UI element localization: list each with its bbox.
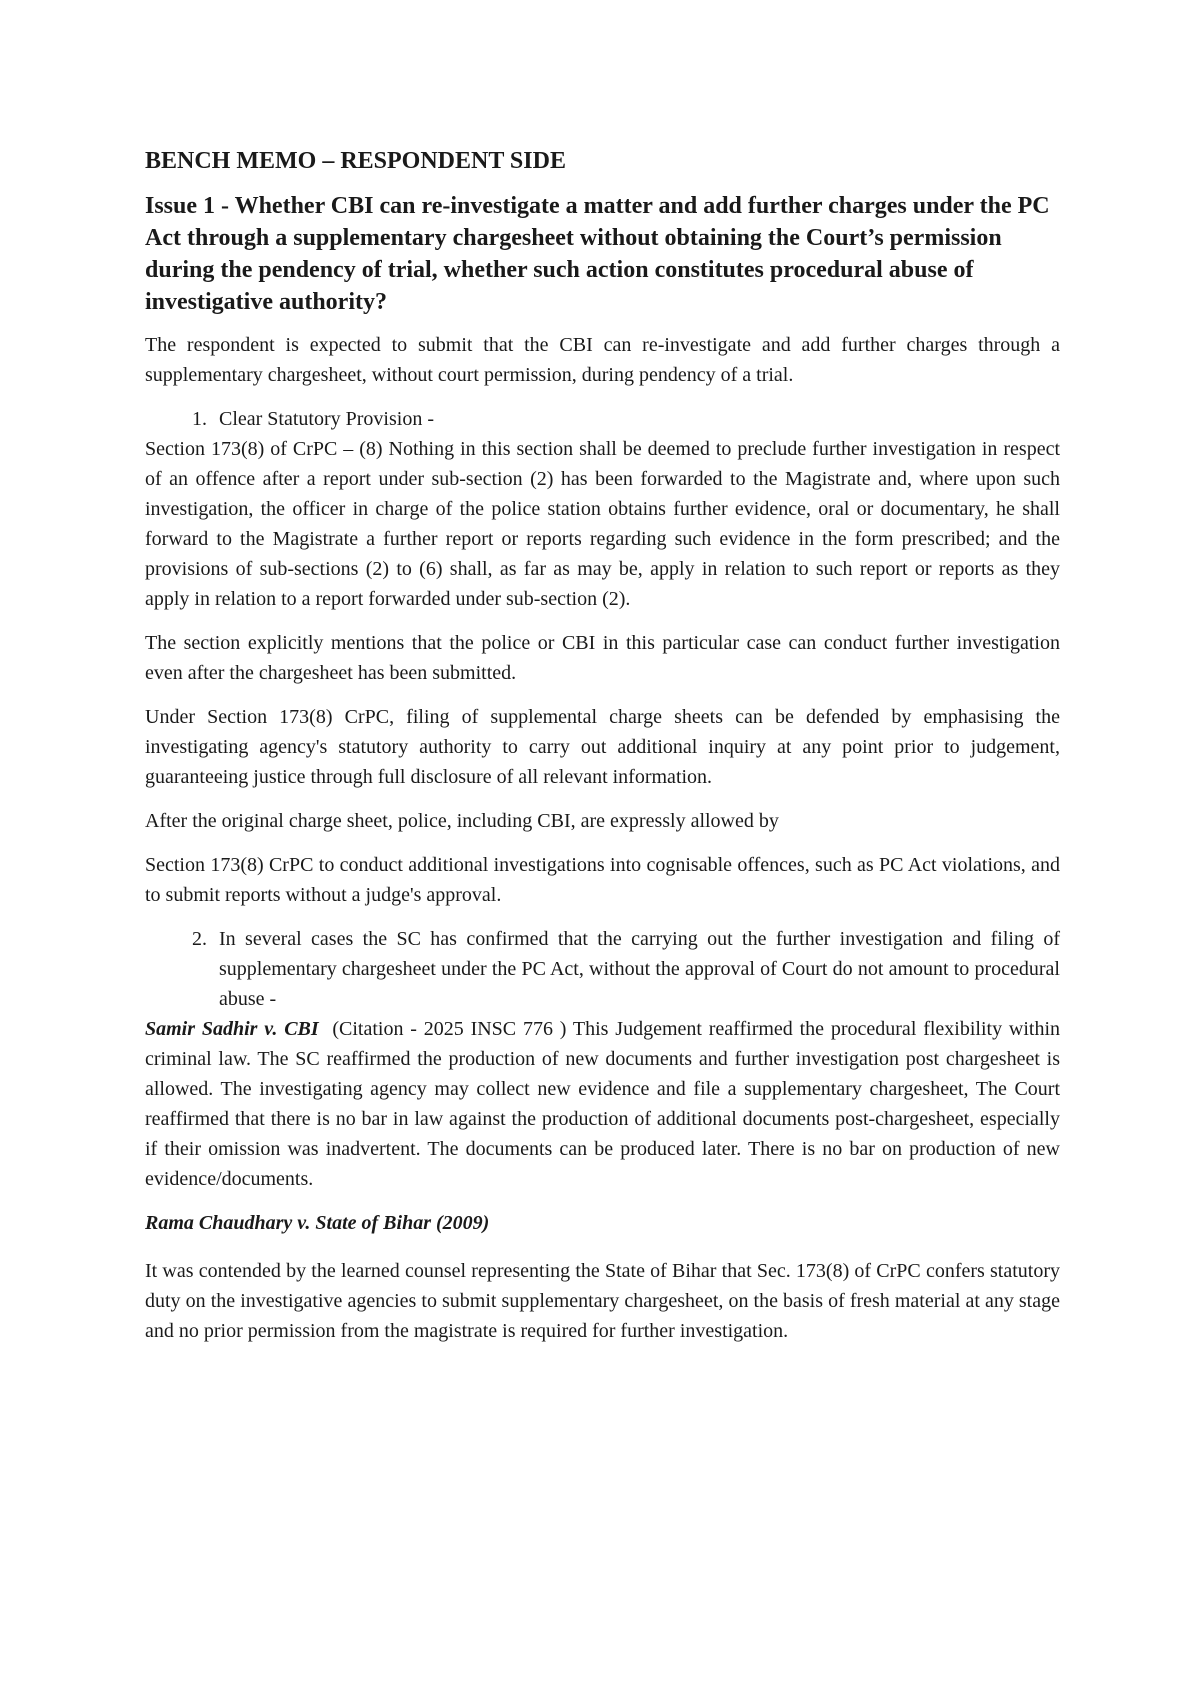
case-text: (Citation - 2025 INSC 776 ) This Judgement reaffirmed the procedural flexibility within criminal law. The SC reaffirmed the production of new documents and further investigation post chargesheet is allowed. The investigating agency may collect new evidence and file a supplementary chargesheet, The Court reaffirmed that there is no bar in law against the production of additional documents post-chargesheet, especially if their omission was inadvertent. The documents can be produced later. There is no bar on production of new evidence/documents. — [145, 1018, 1066, 1190]
list-number: 2. — [192, 928, 207, 950]
document-page — [145, 146, 1066, 1360]
intro-paragraph: The respondent is expected to submit that the CBI can re-investigate and add further charges through a supplementary chargesheet, without court permission, during pendency of a trial. — [145, 334, 1060, 386]
memo-title: BENCH MEMO – RESPONDENT SIDE — [145, 148, 566, 174]
list-item-text: In several cases the SC has confirmed that the carrying out the further investigation and filing of supplementary chargesheet under the PC Act, without the approval of Court do not amount to procedural abuse - — [219, 928, 1060, 1010]
section-173-text: Section 173(8) of CrPC – (8) Nothing in this section shall be deemed to preclude further investigation in respect of an offence after a report under sub-section (2) has been forwarded to the Magistrate and, where upon such investigation, the officer in charge of the police station obtains further evidence, oral or documentary, he shall forward to the Magistrate a further report or reports regarding such evidence in the form prescribed; and the provisions of sub-sections (2) to (6) shall, as far as may be, apply in relation to such report or reports as they apply in relation to a report forwarded under sub-section (2). — [145, 438, 1060, 610]
list-item-heading: Clear Statutory Provision - — [219, 408, 434, 430]
list-item-1 — [145, 404, 1060, 434]
case-rama-chaudhary-text: It was contended by the learned counsel representing the State of Bihar that Sec. 173(8) of CrPC confers statutory duty on the investigative agencies to submit supplementary chargesheet, on the basis of fresh material at any stage and no prior permission from the magistrate is required for further investigation. — [145, 1260, 1060, 1342]
after-paragraph: After the original charge sheet, police, including CBI, are expressly allowed by — [145, 810, 779, 832]
issue-heading: Issue 1 - Whether CBI can re-investigate a matter and add further charges under the PC Act through a supplementary chargesheet without obtaining the Court’s permission during the pendency of trial, whether such action constitutes procedural abuse of investigative authority? — [145, 193, 1050, 315]
defended-paragraph: Under Section 173(8) CrPC, filing of supplemental charge sheets can be defended by emphasising the investigating agency's statutory authority to carry out additional inquiry at any point prior to judgement, guaranteeing justice through full disclosure of all relevant information. — [145, 706, 1060, 788]
list-item-2 — [145, 924, 1060, 1014]
section-paragraph: Section 173(8) CrPC to conduct additional investigations into cognisable offences, such as PC Act violations, and to submit reports without a judge's approval. — [145, 854, 1060, 906]
case-samir-sadhir — [145, 1014, 1066, 1194]
case-name: Samir Sadhir v. CBI — [145, 1018, 319, 1040]
case-rama-chaudhary-heading: Rama Chaudhary v. State of Bihar (2009) — [145, 1212, 490, 1234]
list-number: 1. — [192, 408, 207, 430]
explicit-paragraph: The section explicitly mentions that the police or CBI in this particular case can conduct further investigation even after the chargesheet has been submitted. — [145, 632, 1060, 684]
